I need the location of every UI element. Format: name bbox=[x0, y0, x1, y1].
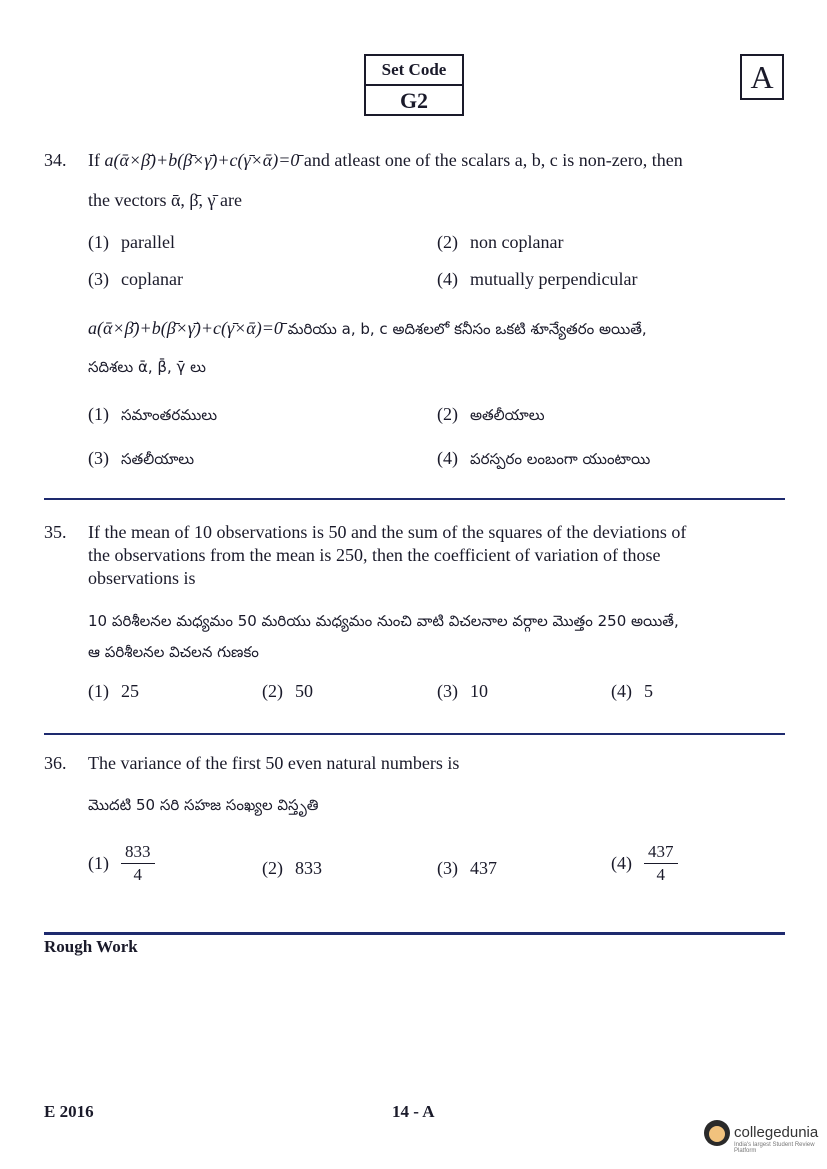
q35-option-3 bbox=[437, 681, 488, 702]
q34-te-formula: a(ᾱ×β̄)+b(β̄×γ̄)+c(γ̄×ᾱ)=0̄ bbox=[88, 318, 283, 338]
option-number: (1) bbox=[88, 853, 109, 873]
option-text: సతలీయాలు bbox=[121, 450, 195, 468]
option-number: (1) bbox=[88, 404, 109, 424]
fraction-numerator: 833 bbox=[121, 842, 155, 864]
fraction bbox=[644, 842, 678, 885]
option-number: (4) bbox=[437, 448, 458, 468]
q34-te-line2: సదిశలు ᾱ, β̄, γ̄ లు bbox=[88, 358, 206, 376]
q34-en-prefix: If bbox=[88, 150, 105, 170]
divider-thick bbox=[44, 932, 785, 935]
q34-number: 34. bbox=[44, 150, 67, 170]
divider bbox=[44, 498, 785, 500]
set-code-box bbox=[364, 54, 464, 116]
q36-number: 36. bbox=[44, 753, 67, 773]
fraction-numerator: 437 bbox=[644, 842, 678, 864]
set-letter-box: A bbox=[740, 54, 784, 100]
q36-option-2 bbox=[262, 858, 322, 879]
option-number: (4) bbox=[437, 269, 458, 289]
option-text: 50 bbox=[295, 681, 313, 701]
q36-en-line1: The variance of the first 50 even natural numbers is bbox=[88, 753, 460, 773]
option-number: (1) bbox=[88, 681, 109, 701]
watermark-name: collegedunia bbox=[734, 1124, 819, 1141]
watermark-tagline: India's largest Student Review Platform bbox=[734, 1142, 815, 1154]
option-text: 437 bbox=[470, 858, 497, 878]
q34-en-line1 bbox=[88, 150, 683, 171]
q34-te-option-1 bbox=[88, 404, 217, 428]
rough-work-label: Rough Work bbox=[44, 937, 138, 956]
q36-option-1 bbox=[88, 842, 155, 885]
q35-en-line3: observations is bbox=[88, 568, 196, 588]
q35-option-2 bbox=[262, 681, 313, 702]
option-text: 10 bbox=[470, 681, 488, 701]
option-text: సమాంతరములు bbox=[121, 406, 218, 424]
q34-option-2 bbox=[437, 232, 563, 253]
q35-number: 35. bbox=[44, 522, 67, 542]
exam-code: E 2016 bbox=[44, 1102, 94, 1121]
option-number: (4) bbox=[611, 853, 632, 873]
q34-te-line1 bbox=[88, 318, 647, 342]
q36-te-line1: మొదటి 50 సరి సహజ సంఖ్యల విస్తృతి bbox=[88, 796, 319, 814]
option-number: (3) bbox=[88, 448, 109, 468]
fraction-denominator: 4 bbox=[133, 865, 142, 884]
option-text: 25 bbox=[121, 681, 139, 701]
fraction bbox=[121, 842, 155, 885]
option-number: (4) bbox=[611, 681, 632, 701]
option-text: 833 bbox=[295, 858, 322, 878]
q36-option-4 bbox=[611, 842, 678, 885]
option-text: పరస్పరం లంబంగా యుంటాయి bbox=[470, 450, 651, 468]
q34-formula: a(ᾱ×β̄)+b(β̄×γ̄)+c(γ̄×ᾱ)=0̄ bbox=[104, 150, 300, 170]
set-code-label: Set Code bbox=[366, 56, 462, 86]
option-text: parallel bbox=[121, 232, 175, 252]
q34-te-suffix: మరియు a, b, c అదిశలలో కనీసం ఒకటి శూన్యేతరం అయితే, bbox=[282, 320, 647, 338]
q34-te-option-2 bbox=[437, 404, 545, 428]
page-number: 14 - A bbox=[392, 1102, 435, 1121]
q35-option-4 bbox=[611, 681, 653, 702]
q34-option-4 bbox=[437, 269, 637, 290]
option-number: (3) bbox=[88, 269, 109, 289]
q34-te-option-3 bbox=[88, 448, 194, 472]
option-number: (2) bbox=[437, 232, 458, 252]
option-text: non coplanar bbox=[470, 232, 564, 252]
watermark-face-icon bbox=[709, 1126, 725, 1142]
option-number: (2) bbox=[437, 404, 458, 424]
q35-te-line1: 10 పరిశీలనల మధ్యమం 50 మరియు మధ్యమం నుంచి వాటి విచలనాల వర్గాల మొత్తం 250 అయితే, bbox=[88, 612, 679, 630]
option-number: (2) bbox=[262, 681, 283, 701]
q35-en-line1: If the mean of 10 observations is 50 and the sum of the squares of the deviations of bbox=[88, 522, 687, 542]
q35-en-line2: the observations from the mean is 250, then the coefficient of variation of those bbox=[88, 545, 661, 565]
set-code-value: G2 bbox=[399, 88, 429, 113]
q34-option-1 bbox=[88, 232, 175, 253]
q34-option-3 bbox=[88, 269, 183, 290]
q34-en-suffix: and atleast one of the scalars a, b, c is non-zero, then bbox=[299, 150, 683, 170]
option-text: coplanar bbox=[121, 269, 183, 289]
divider bbox=[44, 733, 785, 735]
option-text: 5 bbox=[644, 681, 653, 701]
option-number: (1) bbox=[88, 232, 109, 252]
q35-option-1 bbox=[88, 681, 139, 702]
q34-en-line2: the vectors ᾱ, β̄, γ̄ are bbox=[88, 190, 242, 210]
option-text: mutually perpendicular bbox=[470, 269, 638, 289]
q36-option-3 bbox=[437, 858, 497, 879]
q34-te-option-4 bbox=[437, 448, 650, 472]
option-number: (3) bbox=[437, 681, 458, 701]
option-text: అతలీయాలు bbox=[470, 406, 545, 424]
option-number: (3) bbox=[437, 858, 458, 878]
fraction-denominator: 4 bbox=[656, 865, 665, 884]
option-number: (2) bbox=[262, 858, 283, 878]
q35-te-line2: ఆ పరిశీలనల విచలన గుణకం bbox=[88, 643, 259, 661]
